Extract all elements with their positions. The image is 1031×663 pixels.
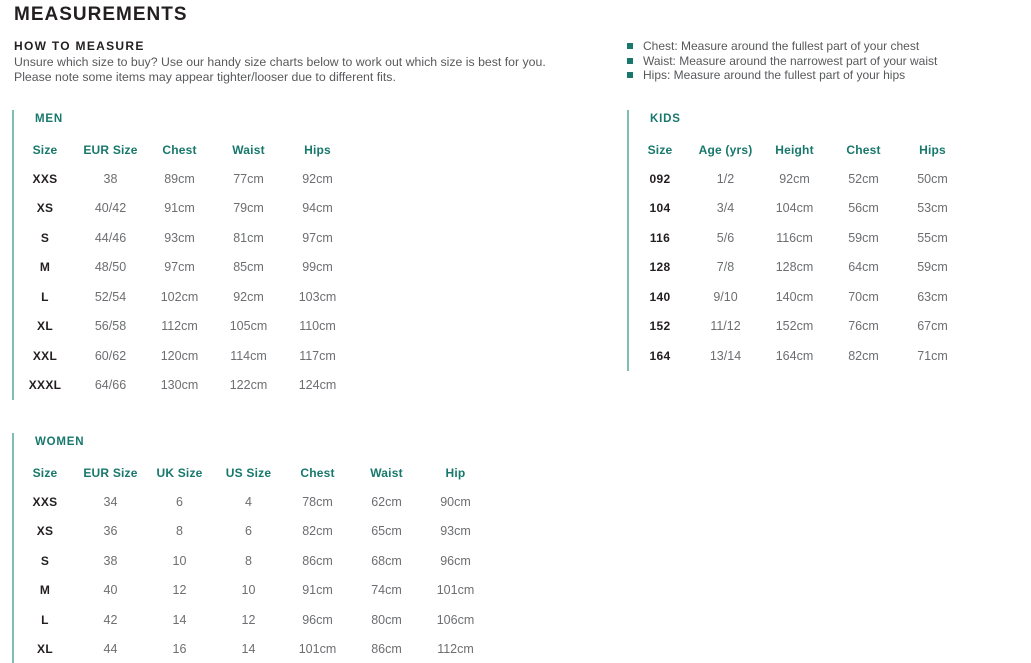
size-cell: M: [39, 583, 51, 598]
table-row: [14, 517, 490, 547]
value-cell: 78cm: [302, 494, 333, 509]
size-cell: XXS: [32, 171, 58, 186]
value-cell: 74cm: [371, 583, 402, 598]
value-cell: 11/12: [710, 319, 741, 334]
value-cell: 14: [241, 642, 256, 657]
value-cell: 34: [103, 494, 118, 509]
how-to-measure-description: [14, 55, 546, 85]
column-header: Size: [647, 143, 673, 157]
size-cell: L: [41, 289, 49, 304]
value-cell: 92cm: [779, 171, 810, 186]
value-cell: 116cm: [776, 230, 813, 245]
column-header: Size: [32, 466, 58, 480]
women-size-table-section: [12, 433, 490, 663]
table-row: [629, 312, 967, 342]
size-cell: XL: [37, 319, 53, 334]
value-cell: 10: [241, 583, 256, 598]
value-cell: 55cm: [917, 230, 948, 245]
value-cell: 130cm: [160, 378, 199, 393]
column-header: Chest: [300, 466, 335, 480]
table-row: [14, 194, 352, 224]
column-header: Height: [775, 143, 814, 157]
table-row: [629, 341, 967, 371]
value-cell: 36: [103, 524, 118, 539]
value-cell: 85cm: [233, 260, 264, 275]
tip-item-hips: [627, 68, 937, 83]
size-cell: L: [41, 612, 49, 627]
size-cell: XL: [37, 642, 53, 657]
value-cell: 64cm: [848, 260, 879, 275]
value-cell: 114cm: [230, 348, 267, 363]
tip-text: Chest: Measure around the fullest part of your chest: [643, 39, 920, 53]
value-cell: 86cm: [371, 642, 402, 657]
size-cell: 104: [649, 201, 671, 216]
value-cell: 97cm: [302, 230, 333, 245]
table-row: [629, 194, 967, 224]
table-row: [14, 546, 490, 576]
value-cell: 89cm: [164, 171, 195, 186]
value-cell: 152cm: [775, 319, 814, 334]
value-cell: 8: [176, 524, 183, 539]
value-cell: 96cm: [302, 612, 333, 627]
how-to-measure-line1: Unsure which size to buy? Use our handy size charts below to work out which size is best for you.: [14, 55, 546, 69]
table-row: [14, 223, 352, 253]
value-cell: 56/58: [94, 319, 127, 334]
table-row: [629, 164, 967, 194]
page-title: MEASUREMENTS: [14, 4, 188, 25]
table-row: [629, 282, 967, 312]
value-cell: 64/66: [94, 378, 127, 393]
table-row: [629, 253, 967, 283]
value-cell: 1/2: [716, 171, 735, 186]
size-cell: XS: [36, 524, 54, 539]
value-cell: 94cm: [302, 201, 333, 216]
value-cell: 3/4: [716, 201, 735, 216]
table-row: [14, 253, 352, 283]
column-header: EUR Size: [83, 466, 138, 480]
size-cell: XXL: [32, 348, 58, 363]
value-cell: 56cm: [848, 201, 879, 216]
value-cell: 97cm: [164, 260, 195, 275]
value-cell: 7/8: [716, 260, 735, 275]
column-header: Waist: [232, 143, 265, 157]
value-cell: 50cm: [917, 171, 948, 186]
value-cell: 92cm: [302, 171, 333, 186]
value-cell: 102cm: [160, 289, 199, 304]
column-header: Chest: [846, 143, 881, 157]
value-cell: 91cm: [302, 583, 333, 598]
value-cell: 80cm: [371, 612, 402, 627]
value-cell: 92cm: [233, 289, 264, 304]
size-cell: 140: [649, 289, 671, 304]
column-header: Size: [32, 143, 58, 157]
value-cell: 90cm: [440, 494, 471, 509]
value-cell: 63cm: [917, 289, 948, 304]
column-header: EUR Size: [83, 143, 138, 157]
table-row: [14, 487, 490, 517]
column-header: Waist: [370, 466, 403, 480]
bullet-square-icon: [627, 43, 633, 49]
value-cell: 52/54: [94, 289, 127, 304]
tip-text: Waist: Measure around the narrowest part of your waist: [643, 53, 938, 68]
column-header: Age (yrs): [698, 143, 753, 157]
bullet-square-icon: [627, 58, 633, 64]
value-cell: 40: [103, 583, 118, 598]
value-cell: 14: [172, 612, 187, 627]
value-cell: 105cm: [229, 319, 268, 334]
value-cell: 52cm: [848, 171, 879, 186]
value-cell: 101cm: [436, 583, 475, 598]
size-cell: 128: [649, 260, 671, 275]
value-cell: 67cm: [917, 319, 948, 334]
value-cell: 10: [172, 553, 187, 568]
value-cell: 96cm: [440, 553, 471, 568]
value-cell: 9/10: [713, 289, 738, 304]
value-cell: 4: [245, 494, 252, 509]
how-to-measure-line2: Please note some items may appear tighter/looser due to different fits.: [14, 70, 396, 84]
size-cell: S: [40, 553, 50, 568]
header-row: [14, 459, 490, 487]
value-cell: 38: [103, 171, 118, 186]
value-cell: 164cm: [775, 348, 814, 363]
value-cell: 122cm: [229, 378, 268, 393]
value-cell: 60/62: [94, 348, 127, 363]
value-cell: 40/42: [94, 201, 127, 216]
value-cell: 93cm: [164, 230, 195, 245]
column-header: Hip: [445, 466, 466, 480]
kids-table-title: KIDS: [650, 113, 681, 125]
table-row: [14, 371, 352, 401]
value-cell: 8: [245, 553, 252, 568]
value-cell: 5/6: [716, 230, 735, 245]
value-cell: 140cm: [775, 289, 814, 304]
value-cell: 13/14: [709, 348, 742, 363]
value-cell: 59cm: [848, 230, 879, 245]
column-header: Hips: [304, 143, 331, 157]
value-cell: 120cm: [160, 348, 199, 363]
column-header: Chest: [162, 143, 197, 157]
value-cell: 53cm: [917, 201, 948, 216]
value-cell: 6: [245, 524, 252, 539]
value-cell: 76cm: [848, 319, 879, 334]
value-cell: 104cm: [775, 201, 814, 216]
value-cell: 12: [172, 583, 187, 598]
value-cell: 91cm: [164, 201, 195, 216]
value-cell: 44/46: [94, 230, 127, 245]
size-cell: M: [39, 260, 51, 275]
size-cell: 116: [649, 230, 671, 245]
value-cell: 12: [241, 612, 256, 627]
table-row: [14, 282, 352, 312]
value-cell: 16: [172, 642, 187, 657]
table-row: [629, 223, 967, 253]
tip-item-chest: [627, 39, 937, 54]
value-cell: 101cm: [298, 642, 337, 657]
value-cell: 103cm: [298, 289, 337, 304]
column-header: UK Size: [156, 466, 203, 480]
value-cell: 77cm: [233, 171, 264, 186]
column-header: US Size: [225, 466, 272, 480]
size-cell: 164: [649, 348, 671, 363]
bullet-square-icon: [627, 72, 633, 78]
column-header: Hips: [919, 143, 946, 157]
header-row: [14, 136, 352, 164]
table-row: [14, 576, 490, 606]
kids-size-table: [629, 136, 967, 371]
table-row: [14, 341, 352, 371]
size-cell: XS: [36, 201, 54, 216]
table-row: [14, 605, 490, 635]
value-cell: 81cm: [233, 230, 264, 245]
value-cell: 93cm: [440, 524, 471, 539]
value-cell: 70cm: [848, 289, 879, 304]
size-cell: XXXL: [28, 378, 62, 393]
value-cell: 82cm: [302, 524, 333, 539]
size-cell: XXS: [32, 494, 58, 509]
size-cell: 092: [649, 171, 671, 186]
men-size-table-section: [12, 110, 352, 400]
value-cell: 110cm: [299, 319, 336, 334]
value-cell: 117cm: [299, 348, 336, 363]
women-table-title: WOMEN: [35, 436, 85, 448]
value-cell: 44: [103, 642, 118, 657]
value-cell: 86cm: [302, 553, 333, 568]
value-cell: 6: [176, 494, 183, 509]
value-cell: 68cm: [371, 553, 402, 568]
size-cell: 152: [649, 319, 671, 334]
value-cell: 128cm: [775, 260, 814, 275]
header-row: [629, 136, 967, 164]
tip-item-waist: [627, 54, 937, 69]
value-cell: 42: [103, 612, 118, 627]
women-size-table: [14, 459, 490, 663]
value-cell: 99cm: [302, 260, 333, 275]
kids-size-table-section: [627, 110, 967, 371]
men-size-table: [14, 136, 352, 400]
value-cell: 124cm: [298, 378, 337, 393]
size-cell: S: [40, 230, 50, 245]
value-cell: 62cm: [371, 494, 402, 509]
tip-text: Hips: Measure around the fullest part of your hips: [643, 68, 906, 83]
table-row: [14, 312, 352, 342]
table-row: [14, 164, 352, 194]
value-cell: 112cm: [161, 319, 198, 334]
value-cell: 82cm: [848, 348, 879, 363]
table-row: [14, 635, 490, 663]
value-cell: 112cm: [437, 642, 474, 657]
how-to-measure-heading: HOW TO MEASURE: [14, 39, 145, 53]
value-cell: 79cm: [233, 201, 264, 216]
value-cell: 71cm: [917, 348, 948, 363]
measure-tips-list: [627, 39, 937, 83]
value-cell: 106cm: [436, 612, 475, 627]
men-table-title: MEN: [35, 113, 63, 125]
value-cell: 59cm: [917, 260, 948, 275]
value-cell: 65cm: [371, 524, 402, 539]
value-cell: 48/50: [94, 260, 127, 275]
value-cell: 38: [103, 553, 118, 568]
